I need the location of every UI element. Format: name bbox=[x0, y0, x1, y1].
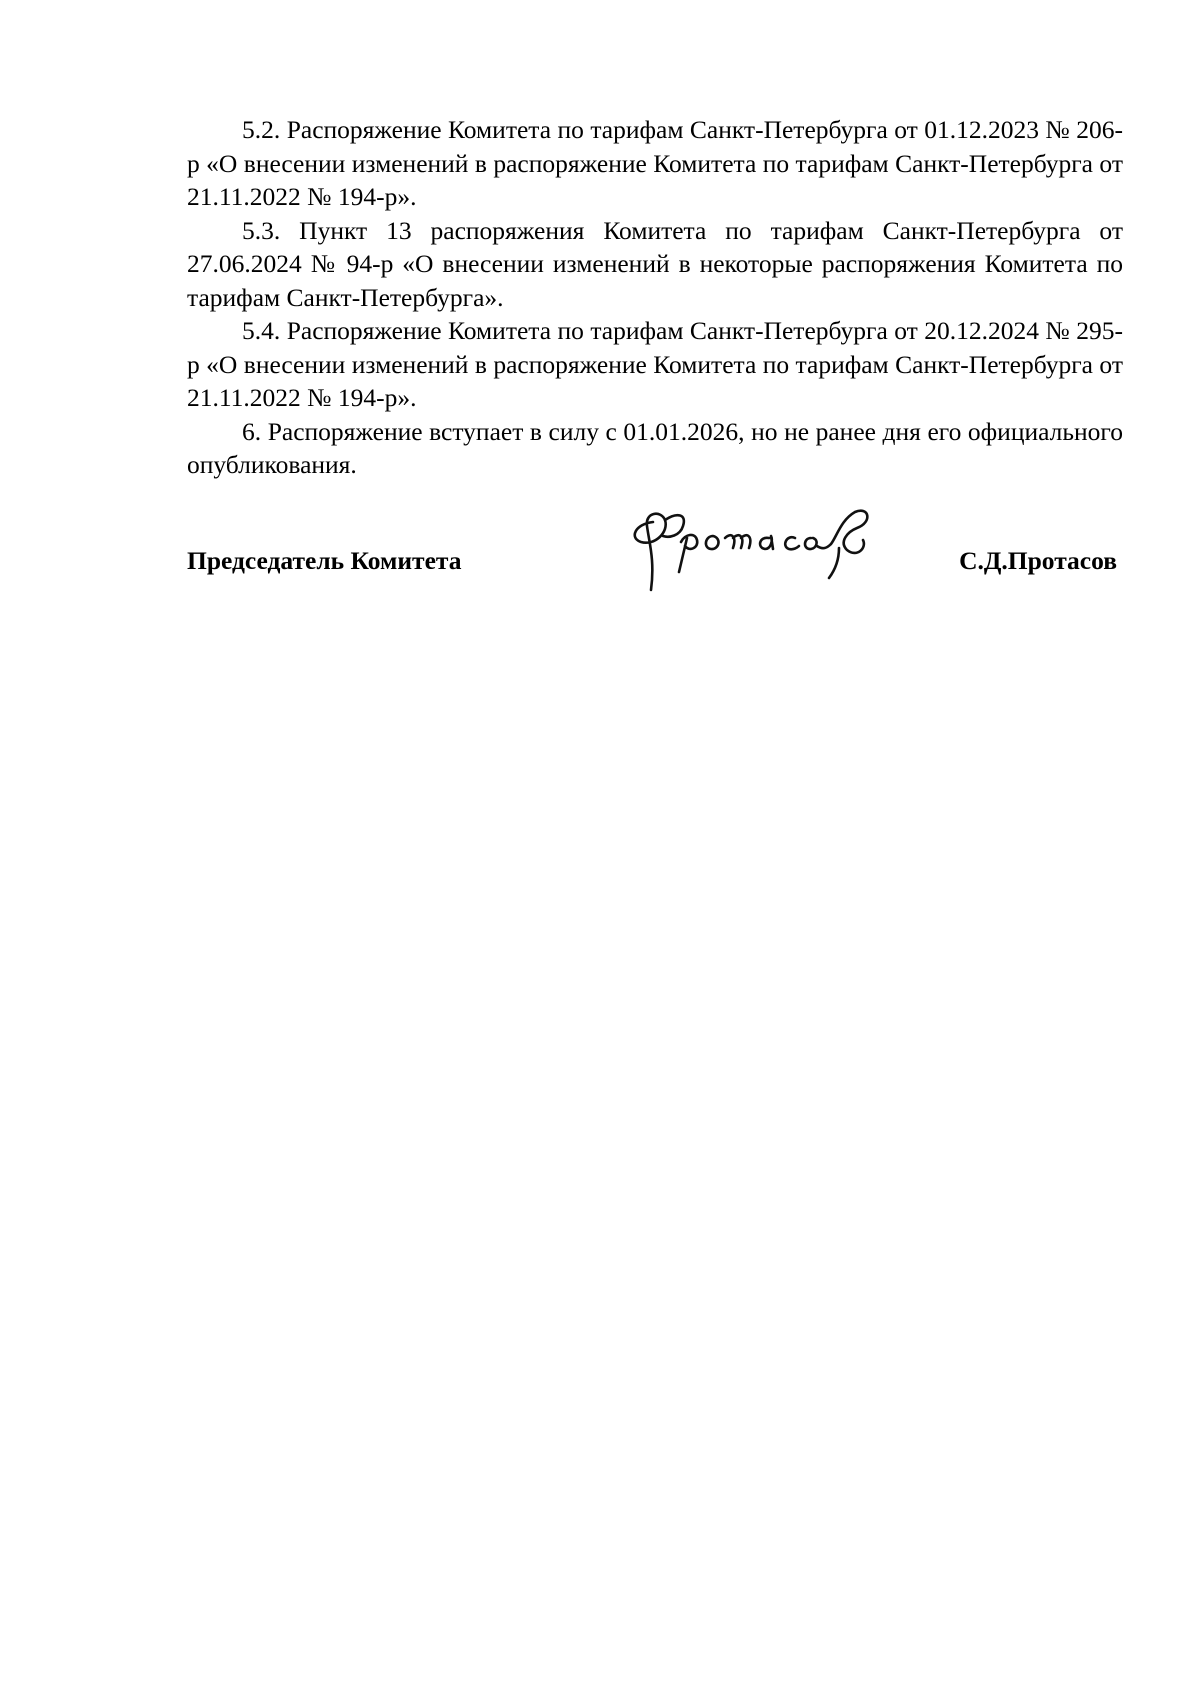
paragraph-5-4: 5.4. Распоряжение Комитета по тарифам Санкт-Петербурга от 20.12.2024 № 295-р «О внесении изменений в распоряжение Комитета по тарифам Санкт-Петербурга от 21.11.2022 № 194-р». bbox=[187, 316, 1123, 412]
paragraph-5-3: 5.3. Пункт 13 распоряжения Комитета по тарифам Санкт-Петербурга от 27.06.2024 № 94-р «О внесении изменений в некоторые распоряжения Комитета по тарифам Санкт-Петербурга». bbox=[187, 215, 1123, 312]
document-body bbox=[187, 113, 1123, 482]
signature-block bbox=[187, 510, 1123, 620]
signer-position-title: Председатель Комитета bbox=[187, 546, 462, 575]
handwritten-signature bbox=[625, 502, 885, 602]
paragraph-6: 6. Распоряжение вступает в силу с 01.01.2026, но не ранее дня его официального опубликования. bbox=[187, 416, 1123, 479]
signer-name: С.Д.Протасов bbox=[959, 546, 1117, 575]
paragraph-5-2: 5.2. Распоряжение Комитета по тарифам Санкт-Петербурга от 01.12.2023 № 206-р «О внесении изменений в распоряжение Комитета по тарифам Санкт-Петербурга от 21.11.2022 № 194-р». bbox=[187, 115, 1123, 211]
